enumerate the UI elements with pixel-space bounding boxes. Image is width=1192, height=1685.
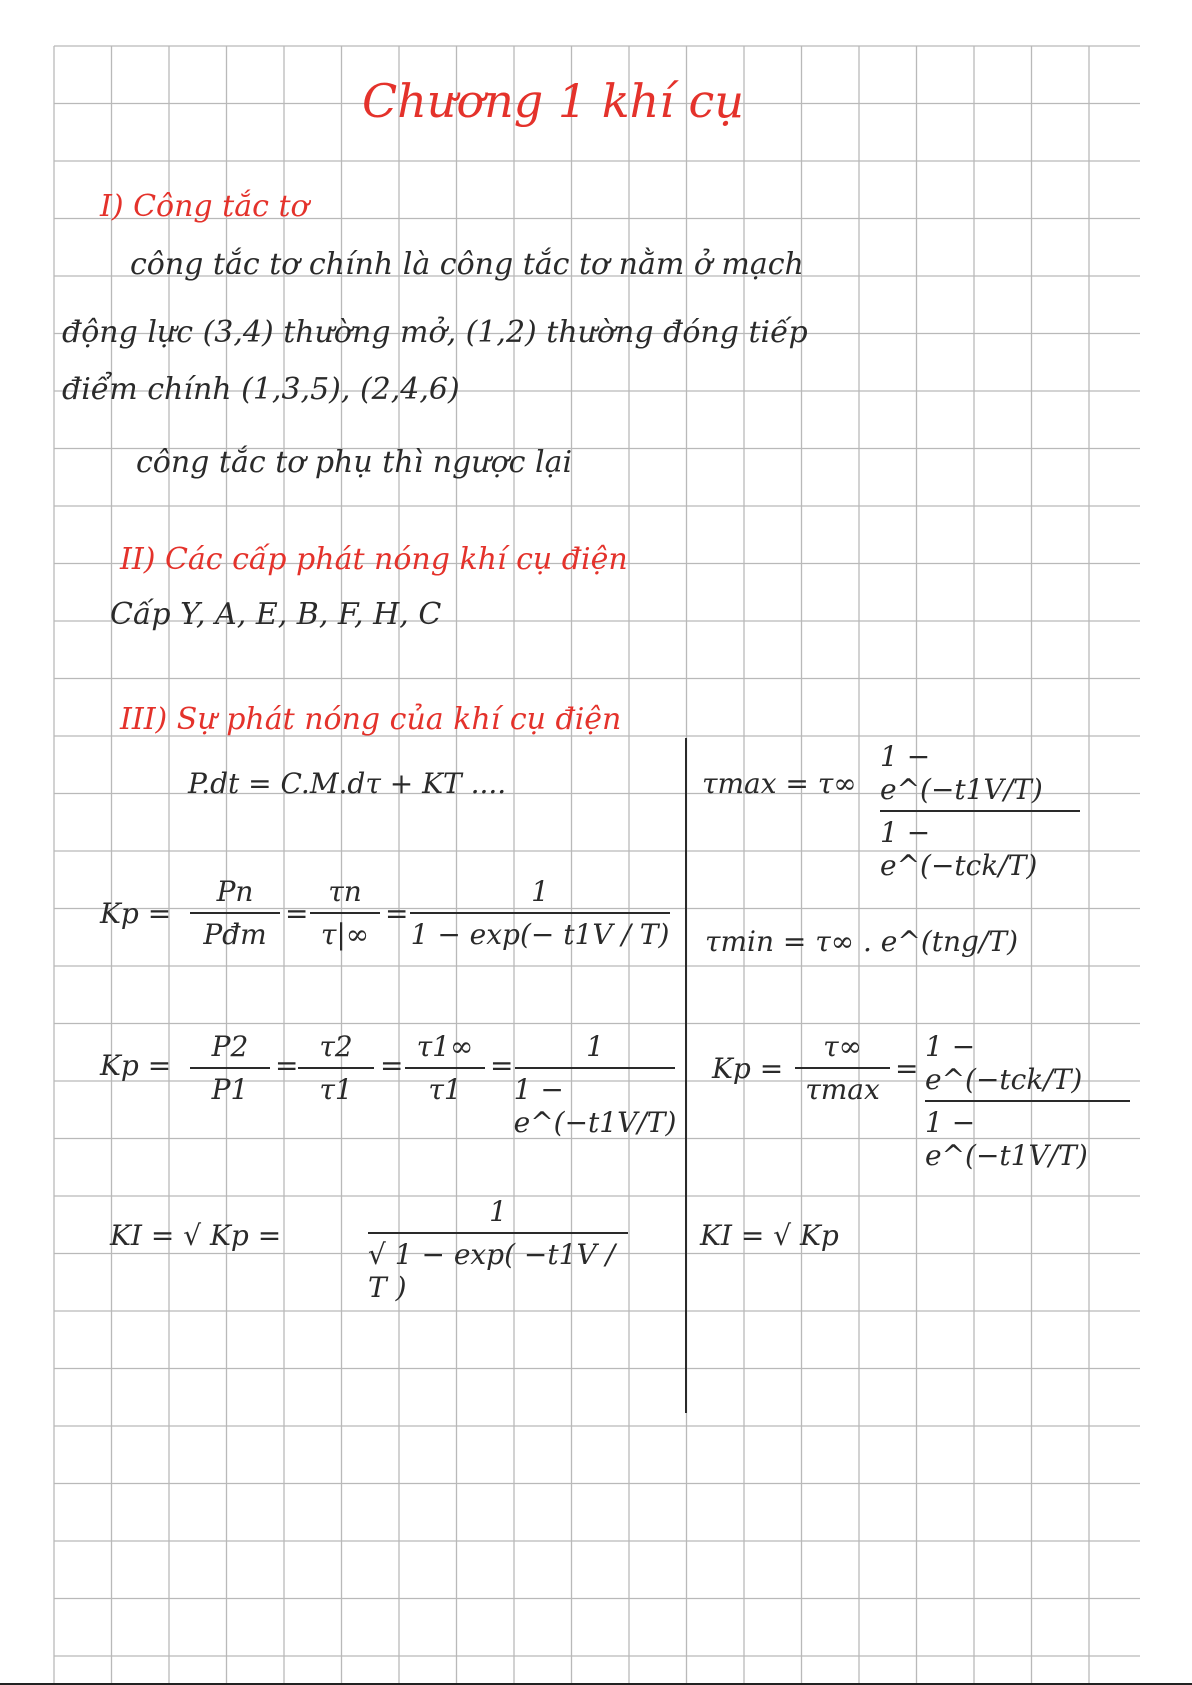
column-divider: [685, 738, 687, 1413]
fraction-bar: [368, 1232, 628, 1234]
kp1-f2-numerator: τn: [328, 875, 362, 908]
section-1-line-4: công tắc tơ phụ thì ngược lại: [136, 445, 573, 480]
fraction-bar: [190, 912, 280, 914]
kp1-f1-numerator: Pn: [216, 875, 254, 908]
fraction-bar: [795, 1067, 890, 1069]
ki1-numerator: 1: [489, 1195, 507, 1228]
kp2-fraction-2: [298, 1030, 374, 1106]
kp2-fraction-3: [405, 1030, 485, 1106]
section-1-line-3: điểm chính (1,3,5), (2,4,6): [62, 372, 460, 407]
section-1-line-2: động lực (3,4) thường mở, (1,2) thường đóng tiếp: [62, 315, 808, 350]
kp1-f3-numerator: 1: [531, 875, 549, 908]
kp3-fraction-1: [795, 1030, 890, 1106]
fraction-bar: [405, 1067, 485, 1069]
kp3-fraction-2: [925, 1030, 1130, 1172]
equation-ki1-lhs: KI = √ Kp =: [110, 1219, 282, 1252]
equals-sign: =: [490, 1049, 514, 1082]
section-2-heading: II) Các cấp phát nóng khí cụ điện: [120, 542, 628, 577]
kp3-f1-denominator: τmax: [805, 1073, 880, 1106]
equation-energy-balance: P.dt = C.M.dτ + KT ....: [188, 767, 507, 800]
kp2-f2-numerator: τ2: [319, 1030, 353, 1063]
kp2-fraction-4: [515, 1030, 675, 1139]
fraction-bar: [880, 810, 1080, 812]
kp3-f1-numerator: τ∞: [823, 1030, 862, 1063]
ki1-denominator: √ 1 − exp( −t1V / T ): [368, 1238, 616, 1304]
kp2-f1-denominator: P1: [211, 1073, 249, 1106]
kp2-f2-denominator: τ1: [319, 1073, 353, 1106]
kp3-f2-numerator: 1 − e^(−tck/T): [925, 1030, 1083, 1096]
kp2-f3-numerator: τ1∞: [416, 1030, 474, 1063]
fraction-bar: [410, 912, 670, 914]
fraction-bar: [310, 912, 380, 914]
equation-ki2: KI = √ Kp: [700, 1219, 839, 1252]
equation-kp1-lhs: Kp =: [100, 897, 172, 930]
section-2-line-1: Cấp Y, A, E, B, F, H, C: [110, 597, 442, 632]
fraction-bar: [925, 1100, 1130, 1102]
ki1-fraction: [368, 1195, 628, 1304]
equation-kp3-lhs: Kp =: [712, 1052, 784, 1085]
tau-max-numerator: 1 − e^(−t1V/T): [880, 740, 1043, 806]
page-title: Chương 1 khí cụ: [362, 74, 744, 128]
equals-sign: =: [380, 1049, 404, 1082]
kp2-f1-numerator: P2: [211, 1030, 249, 1063]
section-1-line-1: công tắc tơ chính là công tắc tơ nằm ở mạch: [130, 247, 804, 282]
kp2-f4-denominator: 1 − e^(−t1V/T): [513, 1073, 677, 1139]
kp2-fraction-1: [190, 1030, 270, 1106]
equation-kp2-lhs: Kp =: [100, 1049, 172, 1082]
kp1-f2-denominator: τ|∞: [320, 918, 370, 951]
kp1-fraction-2: [310, 875, 380, 951]
section-1-heading: I) Công tắc tơ: [100, 189, 309, 224]
kp1-fraction-1: [190, 875, 280, 951]
equation-tau-max-fraction: [880, 740, 1080, 882]
kp2-f4-numerator: 1: [586, 1030, 604, 1063]
equals-sign: =: [895, 1052, 919, 1085]
kp3-f2-denominator: 1 − e^(−t1V/T): [925, 1106, 1088, 1172]
kp2-f3-denominator: τ1: [428, 1073, 462, 1106]
equals-sign: =: [285, 897, 309, 930]
kp1-f3-denominator: 1 − exp(− t1V / T): [410, 918, 670, 951]
fraction-bar: [515, 1067, 675, 1069]
tau-max-denominator: 1 − e^(−tck/T): [880, 816, 1038, 882]
fraction-bar: [190, 1067, 270, 1069]
kp1-fraction-3: [410, 875, 670, 951]
fraction-bar: [298, 1067, 374, 1069]
equation-tau-max-lhs: τmax = τ∞: [702, 767, 857, 800]
equals-sign: =: [385, 897, 409, 930]
kp1-f1-denominator: Pđm: [203, 918, 267, 951]
equation-tau-min: τmin = τ∞ . e^(tng/T): [705, 925, 1019, 958]
section-3-heading: III) Sự phát nóng của khí cụ điện: [120, 702, 622, 737]
equals-sign: =: [275, 1049, 299, 1082]
